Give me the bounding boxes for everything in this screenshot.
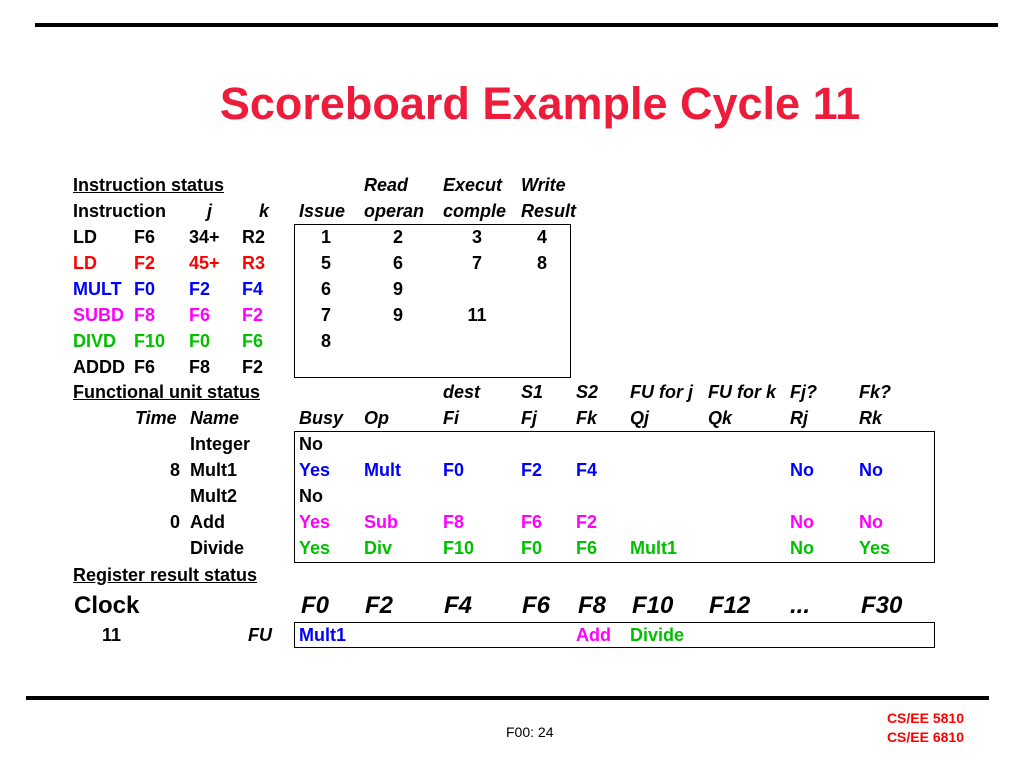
- fu-fk: F6: [576, 538, 598, 558]
- instr-k: F6: [242, 331, 264, 351]
- fu-op: Mult: [364, 460, 401, 480]
- footer-course-line1: CS/EE 5810: [886, 710, 964, 726]
- instr-issue: 8: [320, 331, 331, 351]
- instr-header-issue: Issue: [299, 201, 346, 221]
- fu-name: Mult2: [190, 486, 237, 506]
- instr-issue: 6: [320, 279, 331, 299]
- fu-name: Integer: [190, 434, 251, 454]
- fu-rj: No: [790, 538, 814, 558]
- instruction-status-label: Instruction status: [73, 175, 225, 195]
- instr-fi: F6: [134, 227, 156, 247]
- register-header-F10: F10: [632, 592, 674, 619]
- instr-write: 4: [536, 227, 547, 247]
- instr-header-exec-complete: comple: [443, 201, 507, 221]
- fu-fj: F0: [521, 538, 543, 558]
- register-header-: ...: [790, 592, 811, 619]
- fu-busy: Yes: [299, 460, 331, 480]
- fu-busy: No: [299, 434, 323, 454]
- register-fu-value: Divide: [630, 625, 685, 645]
- fu-busy: No: [299, 486, 323, 506]
- fu-header-dest: dest: [443, 382, 481, 402]
- instr-issue: 7: [320, 305, 331, 325]
- instr-header-k: k: [259, 201, 270, 221]
- fu-name: Divide: [190, 538, 245, 558]
- fu-fi: F10: [443, 538, 475, 558]
- fu-header-qk: Qk: [708, 408, 733, 428]
- register-fu-value: Mult1: [299, 625, 346, 645]
- register-header-F2: F2: [365, 592, 394, 619]
- instr-k: R2: [242, 227, 266, 247]
- instr-read: 9: [392, 305, 403, 325]
- fu-header-fj-ready: Fj?: [790, 382, 817, 402]
- fu-header-time: Time: [135, 408, 177, 428]
- fu-rk: No: [859, 512, 883, 532]
- fu-time: 0: [169, 512, 180, 532]
- instr-exec: 7: [471, 253, 482, 273]
- instr-header-exec: Execut: [443, 175, 503, 195]
- fu-fi: F8: [443, 512, 465, 532]
- fu-header-s1: S1: [521, 382, 544, 402]
- clock-label: Clock: [74, 592, 140, 619]
- instr-fi: F2: [134, 253, 156, 273]
- instr-header-instruction: Instruction: [73, 201, 166, 221]
- instr-j: F2: [189, 279, 211, 299]
- register-header-F8: F8: [578, 592, 607, 619]
- footer-page-label: F00: 24: [506, 724, 554, 740]
- fu-fk: F2: [576, 512, 598, 532]
- fu-rj: No: [790, 512, 814, 532]
- fu-op: Sub: [364, 512, 398, 532]
- instr-j: 34+: [189, 227, 220, 247]
- instr-op: DIVD: [73, 331, 117, 351]
- register-header-F12: F12: [709, 592, 751, 619]
- fu-header-fk-ready: Fk?: [859, 382, 892, 402]
- functional-unit-status-label: Functional unit status: [73, 382, 260, 402]
- instr-k: F4: [242, 279, 264, 299]
- register-header-F4: F4: [444, 592, 473, 619]
- fu-time: 8: [169, 460, 180, 480]
- instr-read: 6: [392, 253, 403, 273]
- fu-header-qj: Qj: [630, 408, 650, 428]
- register-result-status-label: Register result status: [73, 565, 258, 585]
- instr-read: 2: [392, 227, 403, 247]
- instr-header-read: Read: [364, 175, 409, 195]
- fu-qj: Mult1: [630, 538, 677, 558]
- fu-name: Add: [190, 512, 225, 532]
- instr-j: F6: [189, 305, 211, 325]
- register-header-F0: F0: [301, 592, 330, 619]
- instr-j: 45+: [189, 253, 220, 273]
- fu-name: Mult1: [190, 460, 237, 480]
- instr-op: ADDD: [73, 357, 125, 377]
- instr-op: MULT: [73, 279, 122, 299]
- instr-j: F8: [189, 357, 211, 377]
- fu-rk: No: [859, 460, 883, 480]
- fu-op: Div: [364, 538, 393, 558]
- instr-op: LD: [73, 253, 97, 273]
- register-fu-value: Add: [576, 625, 611, 645]
- instr-header-write: Write: [521, 175, 566, 195]
- instr-header-j: j: [207, 201, 213, 221]
- fu-fk: F4: [576, 460, 598, 480]
- instr-exec: 11: [467, 305, 487, 325]
- fu-header-rj: Rj: [790, 408, 808, 428]
- fu-header-op: Op: [364, 408, 389, 428]
- fu-row-label: FU: [248, 625, 272, 645]
- instr-issue: 5: [320, 253, 331, 273]
- instr-op: LD: [73, 227, 97, 247]
- fu-rk: Yes: [859, 538, 891, 558]
- instr-k: F2: [242, 305, 264, 325]
- instr-write: 8: [536, 253, 547, 273]
- fu-header-name: Name: [190, 408, 240, 428]
- fu-header-fj: Fj: [521, 408, 537, 428]
- instr-header-write-result: Result: [521, 201, 577, 221]
- register-result-box: [294, 622, 935, 648]
- fu-header-fi: Fi: [443, 408, 459, 428]
- clock-value: 11: [102, 625, 122, 645]
- fu-busy: Yes: [299, 538, 331, 558]
- instr-fi: F6: [134, 357, 156, 377]
- instr-k: F2: [242, 357, 264, 377]
- fu-rj: No: [790, 460, 814, 480]
- fu-header-fu-for-j: FU for j: [630, 382, 693, 402]
- instr-read: 9: [392, 279, 403, 299]
- instr-fi: F8: [134, 305, 156, 325]
- slide-title: Scoreboard Example Cycle 11: [219, 78, 861, 129]
- instr-header-read-operands: operan: [364, 201, 425, 221]
- instr-exec: 3: [471, 227, 482, 247]
- instr-op: SUBD: [73, 305, 125, 325]
- fu-fj: F6: [521, 512, 543, 532]
- register-header-F30: F30: [861, 592, 903, 619]
- fu-fj: F2: [521, 460, 543, 480]
- top-rule: [35, 23, 998, 27]
- instr-j: F0: [189, 331, 211, 351]
- fu-fi: F0: [443, 460, 465, 480]
- footer-course-line2: CS/EE 6810: [886, 729, 964, 745]
- fu-header-s2: S2: [576, 382, 599, 402]
- fu-header-busy: Busy: [299, 408, 344, 428]
- fu-busy: Yes: [299, 512, 331, 532]
- instr-fi: F0: [134, 279, 156, 299]
- instr-fi: F10: [134, 331, 166, 351]
- instr-issue: 1: [320, 227, 331, 247]
- bottom-rule: [26, 696, 989, 700]
- fu-header-rk: Rk: [859, 408, 883, 428]
- instr-k: R3: [242, 253, 266, 273]
- fu-header-fk: Fk: [576, 408, 598, 428]
- register-header-F6: F6: [522, 592, 551, 619]
- fu-header-fu-for-k: FU for k: [708, 382, 777, 402]
